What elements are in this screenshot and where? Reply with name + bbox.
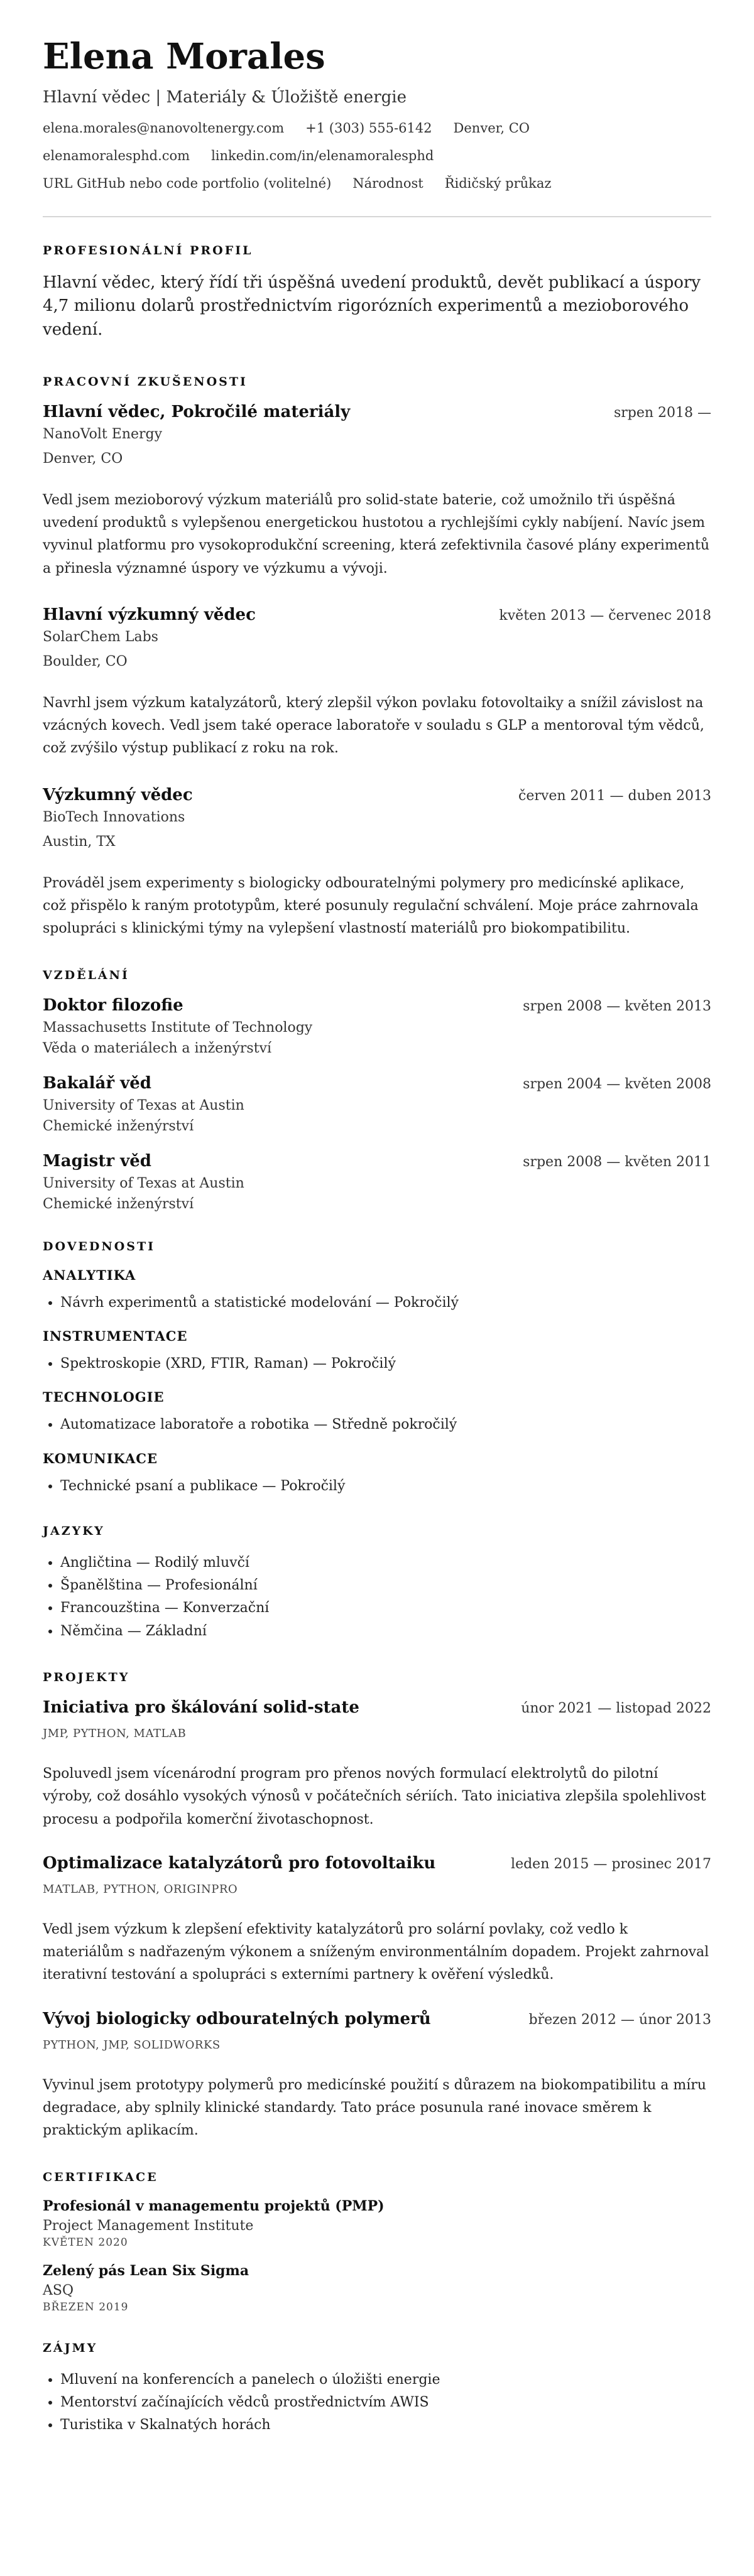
skill-category <box>43 1389 711 1436</box>
field-of-study: Věda o materiálech a inženýrství <box>43 1040 271 1056</box>
education-entry <box>43 1074 711 1134</box>
interest-item: • Mluvení na konferencích a panelech o úložišti energie <box>60 2369 711 2391</box>
skill-category <box>43 1328 711 1375</box>
experience-entry <box>43 605 711 760</box>
school-name: University of Texas at Austin <box>43 1175 244 1191</box>
certification-name: Zelený pás Lean Six Sigma <box>43 2262 249 2279</box>
project-tech: PYTHON, JMP, SOLIDWORKS <box>43 2038 221 2052</box>
certification-org: ASQ <box>43 2282 74 2298</box>
phone-number[interactable]: +1 (303) 555-6142 <box>305 120 432 136</box>
projects-section-title: PROJEKTY <box>43 1670 130 1684</box>
project-entry <box>43 1854 711 1987</box>
skills-section-title: DOVEDNOSTI <box>43 1239 156 1253</box>
education-section <box>43 968 711 1212</box>
job-date: srpen 2018 — <box>613 404 711 421</box>
candidate-name: Elena Morales <box>43 36 325 77</box>
skill-item: • Automatizace laboratoře a robotika — Středně pokročilý <box>60 1414 711 1436</box>
project-tech: JMP, PYTHON, MATLAB <box>43 1727 187 1740</box>
skill-item: • Návrh experimentů a statistické modelování — Pokročilý <box>60 1292 711 1314</box>
project-date: únor 2021 — listopad 2022 <box>521 1701 711 1716</box>
experience-section-title: PRACOVNÍ ZKUŠENOSTI <box>43 374 248 389</box>
project-title: Iniciativa pro škálování solid-state <box>43 1698 359 1717</box>
job-date: červen 2011 — duben 2013 <box>518 787 711 804</box>
job-company: BioTech Innovations <box>43 809 185 825</box>
job-company: NanoVolt Energy <box>43 426 163 442</box>
github-link[interactable]: URL GitHub nebo code portfolio (volitelné) <box>43 175 332 191</box>
certification-entry <box>43 2198 711 2249</box>
website-link[interactable]: elenamoralesphd.com <box>43 148 190 163</box>
skill-category-name: ANALYTIKA <box>43 1267 136 1283</box>
project-date: březen 2012 — únor 2013 <box>528 2011 711 2028</box>
language-item: • Němčina — Základní <box>60 1620 711 1643</box>
job-date: květen 2013 — červenec 2018 <box>499 607 711 624</box>
degree-title: Bakalář věd <box>43 1073 151 1093</box>
degree-date: srpen 2008 — květen 2011 <box>523 1154 711 1170</box>
linkedin-link[interactable]: linkedin.com/in/elenamoralesphd <box>211 148 434 163</box>
language-item: • Francouzština — Konverzační <box>60 1597 711 1620</box>
field-of-study: Chemické inženýrství <box>43 1196 194 1212</box>
job-location: Boulder, CO <box>43 653 128 669</box>
interests-section <box>43 2341 711 2437</box>
experience-entry <box>43 403 711 580</box>
languages-section-title: JAZYKY <box>43 1523 105 1538</box>
project-description: Vedl jsem výzkum k zlepšení efektivity katalyzátorů pro solární povlaky, což vedlo k materiálům s nadřazeným výkonem a sníženým environmentálním dopadem. Projekt zahrnoval iterativní testování a spolupráci s externími partnery k ověření výsledků. <box>43 1921 709 1983</box>
contact-row-2 <box>43 148 711 163</box>
projects-section <box>43 1670 711 2143</box>
project-title: Vývoj biologicky odbouratelných polymerů <box>43 2009 431 2028</box>
job-description: Prováděl jsem experimenty s biologicky odbouratelnými polymery pro medicínské aplikace, což přispělo k raným prototypům, které posunuly regulační schválení. Moje práce zahrnovala spolupráci s klinickými týmy na vylepšení vlastností materiálů pro biokompatibilitu. <box>43 875 699 937</box>
skill-category-name: INSTRUMENTACE <box>43 1328 188 1344</box>
job-company: SolarChem Labs <box>43 629 158 645</box>
school-name: Massachusetts Institute of Technology <box>43 1019 313 1036</box>
resume-header <box>43 38 711 191</box>
interest-item: • Mentorství začínajících vědců prostřednictvím AWIS <box>60 2391 711 2414</box>
contact-row-1 <box>43 121 711 136</box>
skill-category-name: TECHNOLOGIE <box>43 1389 165 1405</box>
interest-item: • Turistika v Skalnatých horách <box>60 2414 711 2437</box>
job-location: Austin, TX <box>43 833 116 850</box>
location-text: Denver, CO <box>453 120 530 136</box>
candidate-headline: Hlavní vědec | Materiály & Úložiště energie <box>43 87 407 107</box>
project-description: Vyvinul jsem prototypy polymerů pro medicínské použití s důrazem na biokompatibilitu a míru degradace, aby splnily klinické standardy. Tato práce posunula rané inovace směrem k praktickým aplikacím. <box>43 2077 706 2139</box>
project-entry <box>43 2010 711 2143</box>
field-of-study: Chemické inženýrství <box>43 1118 194 1134</box>
education-entry <box>43 1152 711 1212</box>
degree-title: Doktor filozofie <box>43 995 183 1015</box>
certification-org: Project Management Institute <box>43 2217 254 2234</box>
header-divider <box>43 216 711 217</box>
nationality-text: Národnost <box>352 175 423 191</box>
experience-section <box>43 375 711 941</box>
skill-item: • Technické psaní a publikace — Pokročilý <box>60 1475 711 1498</box>
degree-date: srpen 2008 — květen 2013 <box>523 998 711 1014</box>
skill-category <box>43 1451 711 1498</box>
languages-list <box>43 1552 711 1643</box>
job-title: Hlavní výzkumný vědec <box>43 605 256 624</box>
license-text: Řidičský průkaz <box>444 175 552 191</box>
job-description: Vedl jsem mezioborový výzkum materiálů pro solid-state baterie, což umožnilo tři úspěšná uvedení produktů s vylepšenou energetickou hustotou a rychlejšími cykly nabíjení. Navíc jsem vyvinul platformu pro vysokoprodukční screening, která zefektivnila časové plány experimentů a přinesla významné úspory ve výzkumu a vývoji. <box>43 492 710 576</box>
profile-section-title: PROFESIONÁLNÍ PROFIL <box>43 243 253 257</box>
interests-section-title: ZÁJMY <box>43 2341 98 2355</box>
certification-date: BŘEZEN 2019 <box>43 2300 129 2314</box>
contact-row-3 <box>43 176 711 191</box>
skills-section <box>43 1240 711 1643</box>
project-entry <box>43 1698 711 1831</box>
project-date: leden 2015 — prosinec 2017 <box>511 1856 711 1872</box>
degree-date: srpen 2004 — květen 2008 <box>523 1076 711 1092</box>
certification-name: Profesionál v managementu projektů (PMP) <box>43 2197 385 2214</box>
certifications-section-title: CERTIFIKACE <box>43 2170 158 2184</box>
job-description: Navrhl jsem výzkum katalyzátorů, který zlepšil výkon povlaku fotovoltaiky a snížil závislost na vzácných kovech. Vedl jsem také operace laboratoře v souladu s GLP a mentoroval tým vědců, což zvýšilo výstup publikací z roku na rok. <box>43 695 704 757</box>
job-title: Výzkumný vědec <box>43 785 193 804</box>
interests-list <box>43 2369 711 2437</box>
project-description: Spoluvedl jsem vícenárodní program pro přenos nových formulací elektrolytů do pilotní výroby, což dosáhlo vysokých výnosů v počátečních sériích. Tato iniciativa zlepšila spolehlivost procesu a podpořila komerční životaschopnost. <box>43 1766 706 1827</box>
profile-summary: Hlavní vědec, který řídí tři úspěšná uvedení produktů, devět publikací a úspory 4,7 milionu dolarů prostřednictvím rigorózních experimentů a mezioborového vedení. <box>43 273 701 339</box>
certifications-section <box>43 2170 711 2314</box>
language-item: • Angličtina — Rodilý mluvčí <box>60 1552 711 1574</box>
skill-category <box>43 1267 711 1314</box>
experience-entry <box>43 786 711 941</box>
skill-item: • Spektroskopie (XRD, FTIR, Raman) — Pokročilý <box>60 1353 711 1375</box>
project-tech: MATLAB, PYTHON, ORIGINPRO <box>43 1882 238 1896</box>
project-title: Optimalizace katalyzátorů pro fotovoltaiku <box>43 1853 436 1873</box>
education-entry <box>43 996 711 1056</box>
language-item: • Španělština — Profesionální <box>60 1574 711 1597</box>
school-name: University of Texas at Austin <box>43 1097 244 1113</box>
job-location: Denver, CO <box>43 450 123 467</box>
skill-category-name: KOMUNIKACE <box>43 1450 158 1466</box>
profile-section <box>43 244 711 342</box>
certification-date: KVĚTEN 2020 <box>43 2236 128 2249</box>
degree-title: Magistr věd <box>43 1151 151 1171</box>
email-link[interactable]: elena.morales@nanovoltenergy.com <box>43 120 285 136</box>
job-title: Hlavní vědec, Pokročilé materiály <box>43 402 351 421</box>
certification-entry <box>43 2263 711 2314</box>
education-section-title: VZDĚLÁNÍ <box>43 968 129 982</box>
